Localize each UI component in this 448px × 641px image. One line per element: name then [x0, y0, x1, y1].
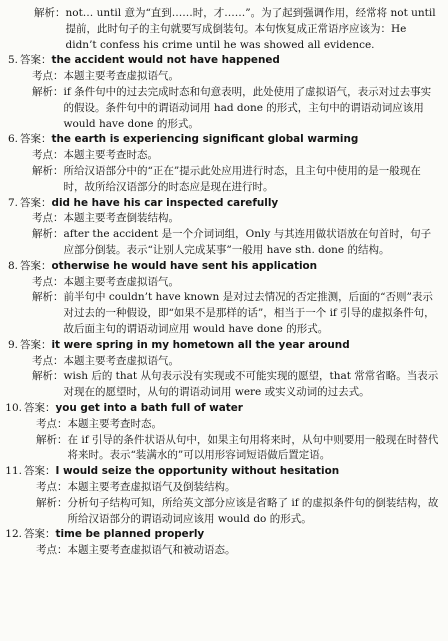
analysis-text: 前半句中 couldn’t have known 是对过去情况的否定推测，后面的“否则”表示对过去的一种假设，即“如果不是那样的话”，相当于一个 if 引导的虚拟条件句，故后面主句的谓语动词应用 would have done 的形式。 — [63, 291, 435, 335]
point-label: 考点： — [32, 149, 64, 162]
analysis-label: 解析： — [32, 228, 64, 241]
point-text: 本题主要考查虚拟语气。 — [63, 70, 179, 83]
analysis-label: 解析： — [32, 85, 64, 98]
analysis-label: 解析： — [34, 7, 66, 19]
point-text: 本题主要考查虚拟语气。 — [63, 275, 179, 288]
item-number: 7. — [7, 196, 18, 209]
answer-entry-11 — [4, 464, 440, 527]
answer-label: 答案： — [20, 338, 52, 351]
point-text: 本题主要考查倒装结构。 — [63, 212, 179, 225]
analysis-text: wish 后的 that 从句表示没有实现或不可能实现的愿望，that 常常省略。当表示对现在的愿望时，从句的谓语动词用 were 或实义动词的过去式。 — [63, 370, 439, 399]
answer-entry-7 — [4, 196, 440, 259]
point-label: 考点： — [32, 275, 64, 288]
answer-entry-6 — [4, 132, 440, 195]
answer-text: did he have his car inspected carefully — [51, 196, 279, 209]
lead-analysis — [34, 6, 440, 53]
item-number: 9. — [7, 338, 18, 351]
answer-entry-8 — [4, 259, 440, 338]
item-number: 12. — [5, 528, 22, 541]
answer-label: 答案： — [20, 133, 52, 146]
analysis-label: 解析： — [32, 164, 64, 177]
point-text: 本题主要考查时态。 — [63, 149, 158, 162]
analysis-text: after the accident 是一个介词词组，Only 与其连用做状语放在句首时，句子应部分倒装。表示“让别人完成某事”一般用 have sth. done 的结构。 — [63, 228, 432, 256]
analysis-text: 在 if 引导的条件状语从句中，如果主句用将来时，从句中则要用一般现在时替代将来时。表示“装满水的”可以用形容词短语做后置定语。 — [67, 433, 439, 462]
item-number: 8. — [7, 259, 18, 272]
analysis-text: if 条件句中的过去完成时态和句意表明，此处使用了虚拟语气，表示对过去事实的假设。条件句中的谓语动词用 had done 的形式，主句中的谓语动词应该用 would have done 的形式。 — [63, 85, 432, 130]
analysis-label: 解析： — [36, 496, 68, 509]
answer-text: the earth is experiencing significant global warming — [51, 133, 359, 146]
answer-label: 答案： — [20, 196, 52, 209]
answer-label: 答案： — [24, 401, 56, 414]
point-text: 本题主要考查虚拟语气。 — [63, 354, 179, 367]
item-number: 6. — [7, 133, 18, 146]
analysis-text: 所给汉语部分中的“正在”提示此处应用进行时态，且主句中使用的是一般现在时，故所给汉语部分的时态应是现在进行时。 — [63, 164, 421, 193]
analysis-label: 解析： — [32, 370, 64, 383]
answer-label: 答案： — [20, 54, 52, 67]
answer-label: 答案： — [20, 259, 52, 272]
item-number: 5. — [7, 54, 18, 67]
answer-label: 答案： — [24, 465, 56, 478]
point-label: 考点： — [36, 480, 68, 493]
answer-entry-9 — [4, 338, 440, 401]
answer-entry-10 — [4, 401, 440, 464]
answer-entry-5 — [4, 53, 440, 132]
item-number: 10. — [5, 401, 22, 414]
analysis-text: 分析句子结构可知，所给英文部分应该是省略了 if 的虚拟条件句的倒装结构，故所给汉语部分的谓语动词应该用 would do 的形式。 — [67, 496, 439, 525]
point-label: 考点： — [36, 544, 68, 557]
analysis-text: not… until 意为“直到……时，才……”。为了起到强调作用，经常将 not until 提前，此时句子的主句就要写成倒装句。本句恢复成正常语序应该为：He didn’t confess his crime until he was showed all evidence. — [65, 7, 436, 51]
answer-entry-12 — [4, 527, 440, 559]
answer-text: I would seize the opportunity without hesitation — [55, 465, 340, 478]
point-label: 考点： — [36, 417, 68, 430]
point-text: 本题主要考查虚拟语气及倒装结构。 — [67, 480, 236, 493]
answer-text: it were spring in my hometown all the year around — [51, 338, 350, 351]
item-number: 11. — [5, 465, 22, 478]
answer-text: otherwise he would have sent his application — [51, 259, 318, 272]
answer-label: 答案： — [24, 528, 56, 541]
point-label: 考点： — [32, 212, 64, 225]
analysis-label: 解析： — [36, 433, 68, 446]
point-text: 本题主要考查虚拟语气和被动语态。 — [67, 544, 236, 557]
answer-text: the accident would not have happened — [51, 54, 280, 67]
point-label: 考点： — [32, 70, 64, 83]
point-text: 本题主要考查时态。 — [67, 417, 162, 430]
answer-text: you get into a bath full of water — [55, 401, 243, 414]
answer-text: time be planned properly — [55, 528, 205, 541]
analysis-label: 解析： — [32, 291, 64, 304]
point-label: 考点： — [32, 354, 64, 367]
